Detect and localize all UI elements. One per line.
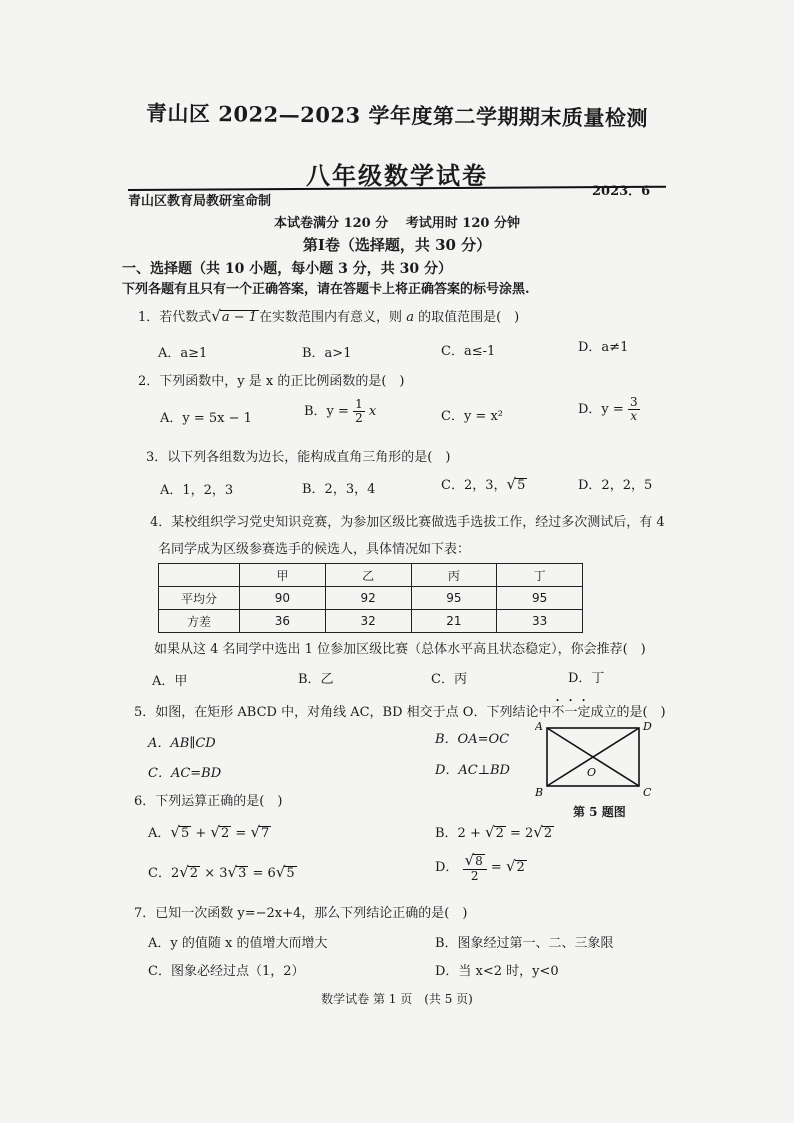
- table-row: [159, 587, 583, 610]
- q7-option-d: D．当 x<2 时，y<0: [435, 964, 559, 979]
- question-5: [134, 697, 666, 720]
- question-2: 2．下列函数中，y 是 x 的正比例函数的是( ): [138, 374, 405, 389]
- q3-c-pre: C．2，3，: [441, 478, 507, 493]
- q6-a-op: +: [195, 826, 207, 841]
- candidate-table: [158, 563, 583, 633]
- question-3: 3．以下列各组数为边长，能构成直角三角形的是( ): [146, 450, 451, 465]
- vertex-d-label: D: [643, 720, 652, 733]
- q7-option-b: B．图象经过第一、二、三象限: [435, 936, 614, 951]
- q2-option-d: [578, 396, 640, 423]
- table-header-cell: 丁: [497, 564, 583, 587]
- table-header-cell: 甲: [240, 564, 326, 587]
- q5-option-b: B．OA=OC: [435, 732, 510, 747]
- table-cell: 95: [411, 587, 497, 610]
- table-header-cell: 丙: [411, 564, 497, 587]
- sqrt-icon: √: [211, 307, 221, 325]
- q3-c-radicand: 5: [517, 478, 526, 493]
- sqrt-icon: √: [506, 475, 517, 493]
- q6-c-r1: 2: [189, 866, 199, 881]
- sqrt-icon: √: [485, 823, 495, 841]
- table-cell: 95: [497, 587, 583, 610]
- table-row: [159, 610, 583, 633]
- exam-subtitle: 八年级数学试卷: [306, 161, 488, 190]
- sqrt-icon: √: [227, 863, 238, 881]
- q6-d-fraction: [463, 852, 487, 883]
- q6-b-pre: B．2 +: [435, 826, 481, 841]
- q2-b-post: x: [368, 404, 377, 420]
- q6-option-b: [435, 822, 554, 841]
- q6-d-num: [463, 852, 487, 870]
- q1-option-c: C．a≤-1: [441, 344, 496, 359]
- q1-stem: 1．若代数式: [138, 310, 212, 325]
- table-header-row: [159, 564, 583, 587]
- q2-d-den: x: [630, 409, 638, 424]
- sqrt-icon: √: [533, 823, 543, 841]
- q7-option-c: C．图象必经过点（1，2）: [148, 964, 305, 979]
- table-cell: 36: [240, 610, 326, 633]
- question-7: 7．已知一次函数 y=−2x+4，那么下列结论正确的是( ): [134, 906, 468, 921]
- q6-d-eq: =: [490, 859, 502, 875]
- q6-option-a: [148, 822, 271, 841]
- q1-option-b: B．a>1: [302, 346, 352, 361]
- table-cell: 方差: [159, 610, 240, 633]
- q5-stem: 5．如图，在矩形 ABCD 中，对角线 AC，BD 相交于点 O．下列结论中: [134, 705, 552, 720]
- sqrt-icon: √: [505, 856, 516, 875]
- table-cell: 32: [325, 610, 411, 633]
- q6-a-eq: =: [235, 826, 247, 841]
- q5-stem-b: 成立的是( ): [590, 705, 666, 720]
- q2-b-num: 1: [355, 397, 363, 411]
- q1-radicand: a − 1: [221, 310, 258, 325]
- rectangle-abcd-figure: [535, 718, 655, 808]
- q2-d-fraction: [628, 396, 640, 423]
- question-4-ask: 如果从这 4 名同学中选出 1 位参加区级比赛（总体水平高且状态稳定），你会推荐( ): [154, 642, 646, 657]
- q6-a-r1: 5: [180, 826, 190, 841]
- table-header-cell: [159, 564, 240, 587]
- q2-option-b: [304, 398, 376, 425]
- q2-d-num: 3: [629, 395, 638, 409]
- question-6: 6．下列运算正确的是( ): [134, 794, 283, 809]
- q3-option-c: [441, 474, 527, 493]
- q6-c-r2: 3: [238, 866, 247, 881]
- q2-option-a: A．y = 5x − 1: [160, 411, 252, 426]
- question-1: [138, 306, 519, 325]
- q2-b-den: 2: [355, 411, 363, 426]
- table-cell: 90: [240, 587, 326, 610]
- q6-option-d: [435, 852, 527, 883]
- q4-option-c: C．丙: [431, 672, 467, 687]
- q6-a-r3: 7: [261, 826, 270, 841]
- q1-option-d: D．a≠1: [578, 340, 629, 355]
- q4-option-d: D．丁: [568, 671, 605, 686]
- q5-emphasis: 不一定: [551, 705, 591, 720]
- table-cell: 33: [497, 610, 583, 633]
- figure-caption: 第 5 题图: [573, 805, 626, 819]
- q1-var: a: [406, 310, 414, 325]
- sqrt-icon: √: [464, 851, 475, 869]
- exam-date: 2023．6: [592, 184, 651, 199]
- q6-c-r3: 5: [286, 866, 295, 881]
- q6-option-c: [148, 862, 297, 881]
- page-footer: 数学试卷 第 1 页 (共 5 页): [321, 992, 473, 1006]
- q6-b-eq: = 2: [509, 826, 534, 841]
- q5-option-d: D．AC⊥BD: [435, 763, 510, 778]
- center-o-label: O: [587, 766, 597, 779]
- q3-option-d: D．2，2，5: [578, 478, 653, 493]
- q1-option-a: A．a≥1: [158, 346, 208, 361]
- bureau-label: 青山区教育局教研室命制: [128, 194, 272, 209]
- q5-option-c: C．AC=BD: [148, 766, 222, 781]
- table-cell: 平均分: [159, 587, 240, 610]
- section-instruction: 下列各题有且只有一个正确答案，请在答题卡上将正确答案的标号涂黑.: [122, 282, 530, 297]
- q6-b-r1: 2: [495, 826, 504, 841]
- part-title: 第Ⅰ卷（选择题，共 30 分）: [302, 236, 492, 254]
- q2-option-c: C．y = x²: [441, 409, 503, 424]
- exam-info: 本试卷满分 120 分 考试用时 120 分钟: [274, 216, 520, 231]
- vertex-c-label: C: [643, 786, 652, 799]
- section-title: 一、选择题（共 10 小题，每小题 3 分，共 30 分）: [122, 261, 452, 277]
- sqrt-icon: √: [170, 823, 180, 841]
- vertex-a-label: A: [535, 720, 543, 733]
- q6-a-r2: 2: [220, 826, 230, 841]
- sqrt-icon: √: [275, 863, 286, 881]
- vertex-b-label: B: [535, 786, 544, 799]
- q6-c-mid: × 3: [204, 866, 228, 881]
- q7-option-a: A．y 的值随 x 的值增大而增大: [148, 936, 328, 951]
- table-cell: 92: [325, 587, 411, 610]
- q3-option-b: B．2，3，4: [302, 482, 376, 497]
- q4-option-a: A．甲: [152, 674, 188, 689]
- q4-option-b: B．乙: [298, 672, 334, 687]
- q2-b-pre: B．y =: [304, 404, 349, 420]
- q2-d-pre: D．y =: [578, 402, 624, 418]
- q1-stem-b: 在实数范围内有意义，则: [259, 310, 403, 325]
- table-header-cell: 乙: [325, 564, 411, 587]
- question-4-line1: 4．某校组织学习党史知识竞赛，为参加区级比赛做选手选拔工作，经过多次测试后，有 4: [150, 515, 665, 530]
- q6-c-eq: = 6: [252, 866, 276, 881]
- q6-c-pre: C．2: [148, 866, 180, 881]
- q2-b-fraction: [353, 398, 365, 425]
- q6-d-den: 2: [470, 868, 479, 883]
- q1-stem-c: 的取值范围是( ): [418, 310, 520, 325]
- sqrt-icon: √: [179, 863, 189, 881]
- q6-d-r: 2: [516, 859, 525, 875]
- q5-option-a: A．AB∥CD: [148, 736, 216, 751]
- sqrt-icon: √: [250, 823, 261, 841]
- q6-d-pre: D．: [435, 859, 459, 875]
- q3-option-a: A．1，2，3: [160, 483, 234, 498]
- exam-title: 青山区 2022—2023 学年度第二学期期末质量检测: [145, 100, 649, 131]
- q6-d-num-rad: 8: [475, 854, 483, 868]
- sqrt-icon: √: [210, 823, 220, 841]
- q6-a-pre: A．: [148, 826, 171, 841]
- q6-b-r2: 2: [543, 826, 553, 841]
- table-cell: 21: [411, 610, 497, 633]
- question-4-line2: 名同学成为区级参赛选手的候选人，具体情况如下表：: [158, 542, 471, 557]
